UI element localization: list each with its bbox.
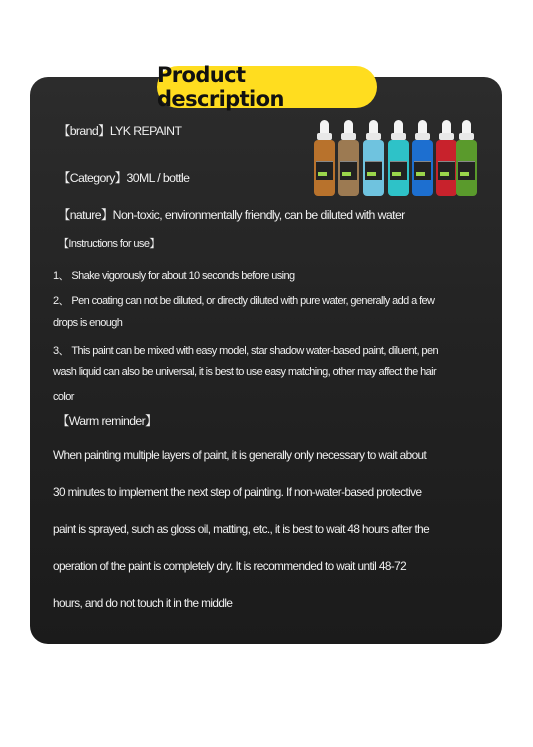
paint-bottle bbox=[363, 120, 384, 200]
paint-bottle bbox=[456, 120, 477, 200]
reminder-heading: 【Warm reminder】 bbox=[57, 414, 157, 428]
instruction-line: drops is enough bbox=[53, 317, 123, 329]
paint-bottle bbox=[412, 120, 433, 200]
instruction-line: 3、 This paint can be mixed with easy model, star shadow water-based paint, diluent, pen bbox=[53, 345, 438, 357]
title-banner bbox=[157, 63, 377, 111]
paint-bottle bbox=[388, 120, 409, 200]
paint-bottle bbox=[338, 120, 359, 200]
category-line: 【Category】30ML / bottle bbox=[58, 171, 190, 185]
instruction-line: wash liquid can also be universal, it is best to use easy matching, other may affect the hair bbox=[53, 366, 437, 378]
reminder-line: paint is sprayed, such as gloss oil, matting, etc., it is best to wait 48 hours after the bbox=[53, 522, 430, 536]
product-bottles-image bbox=[314, 120, 464, 200]
paint-bottle bbox=[314, 120, 335, 200]
brand-line: 【brand】LYK REPAINT bbox=[58, 124, 182, 138]
instruction-line: 1、 Shake vigorously for about 10 seconds before using bbox=[53, 270, 295, 282]
reminder-line: hours, and do not touch it in the middle bbox=[53, 596, 233, 610]
instruction-line: 2、 Pen coating can not be diluted, or directly diluted with pure water, generally add a few bbox=[53, 295, 435, 307]
reminder-line: 30 minutes to implement the next step of painting. If non-water-based protective bbox=[53, 485, 422, 499]
page-title: Product description bbox=[157, 63, 284, 111]
paint-bottle bbox=[436, 120, 457, 200]
nature-line: 【nature】Non-toxic, environmentally friendly, can be diluted with water bbox=[58, 208, 405, 222]
instruction-line: color bbox=[53, 391, 74, 403]
reminder-line: operation of the paint is completely dry. It is recommended to wait until 48-72 bbox=[53, 559, 407, 573]
reminder-line: When painting multiple layers of paint, it is generally only necessary to wait about bbox=[53, 448, 427, 462]
instructions-heading: 【Instructions for use】 bbox=[58, 238, 160, 250]
